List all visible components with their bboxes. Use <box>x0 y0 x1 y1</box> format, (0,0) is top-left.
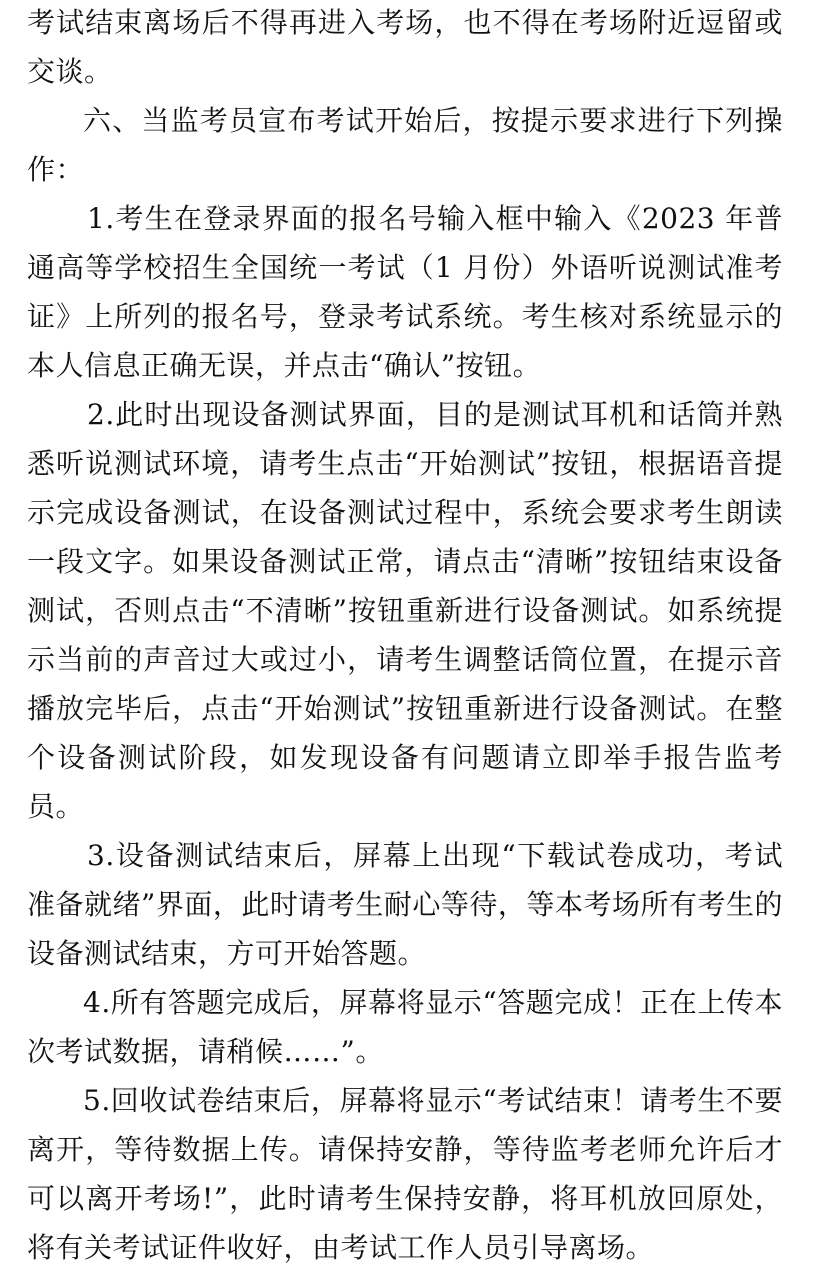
paragraph-continuation: 考试结束离场后不得再进入考场，也不得在考场附近逗留或交谈。 <box>27 6 783 88</box>
paragraph-item-4: 4.所有答题完成后，屏幕将显示“答题完成！正在上传本次考试数据，请稍候……”。 <box>27 986 783 1068</box>
paragraph-item-1: 1.考生在登录界面的报名号输入框中输入《2023 年普通高等学校招生全国统一考试（1 月份）外语听说测试准考证》上所列的报名号，登录考试系统。考生核对系统显示的本人信息正确无误，并点击“确认”按钮。 <box>27 202 783 382</box>
paragraph-item-3: 3.设备测试结束后，屏幕上出现“下载试卷成功，考试准备就绪”界面，此时请考生耐心等待，等本考场所有考生的设备测试结束，方可开始答题。 <box>27 839 783 970</box>
paragraph-item-2: 2.此时出现设备测试界面，目的是测试耳机和话筒并熟悉听说测试环境，请考生点击“开始测试”按钮，根据语音提示完成设备测试，在设备测试过程中，系统会要求考生朗读一段文字。如果设备测试正常，请点击“清晰”按钮结束设备测试，否则点击“不清晰”按钮重新进行设备测试。如系统提示当前的声音过大或过小，请考生调整话筒位置，在提示音播放完毕后，点击“开始测试”按钮重新进行设备测试。在整个设备测试阶段，如发现设备有问题请立即举手报告监考员。 <box>27 398 783 823</box>
paragraph-item-5: 5.回收试卷结束后，屏幕将显示“考试结束！请考生不要离开，等待数据上传。请保持安静，等待监考老师允许后才可以离开考场!”，此时请考生保持安静，将耳机放回原处，将有关考试证件收好，由考试工作人员引导离场。 <box>27 1084 783 1264</box>
document-page <box>27 0 783 1272</box>
paragraph-section-six: 六、当监考员宣布考试开始后，按提示要求进行下列操作： <box>27 104 783 186</box>
